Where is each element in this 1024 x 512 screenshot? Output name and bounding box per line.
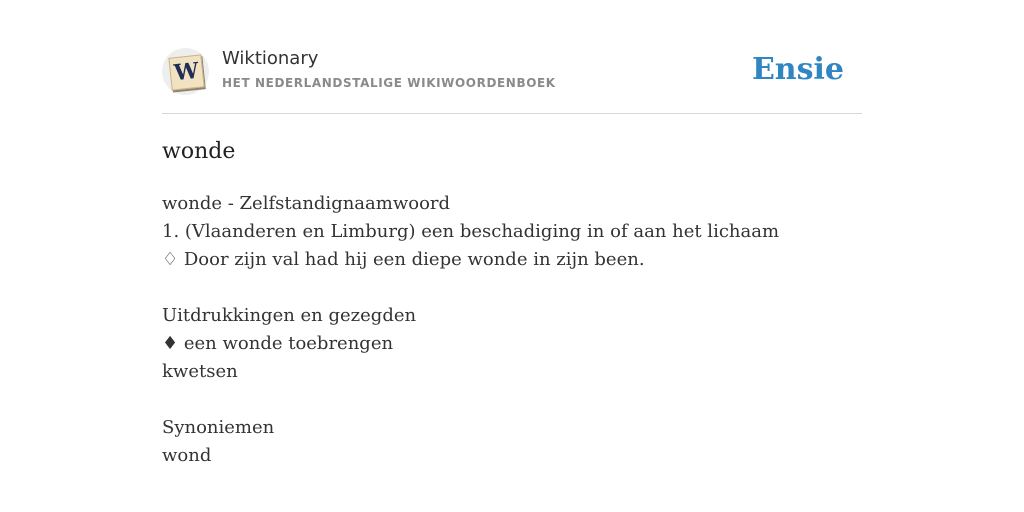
definition-line: wonde - Zelfstandignaamwoord xyxy=(162,193,451,214)
definition-line: wond xyxy=(162,445,212,466)
definition-line: ♦ een wonde toebrengen xyxy=(162,333,394,354)
definition-line xyxy=(162,274,862,302)
definition-card xyxy=(162,44,862,466)
ensie-logo[interactable]: Ensie xyxy=(751,52,844,87)
definition-line: Uitdrukkingen en gezegden xyxy=(162,305,417,326)
site-subtitle: HET NEDERLANDSTALIGE WIKIWOORDENBOEK xyxy=(222,76,556,90)
wiktionary-logo xyxy=(162,48,209,95)
definition-line: 1. (Vlaanderen en Limburg) een beschadiging in of aan het lichaam xyxy=(162,221,780,242)
word-title: wonde xyxy=(162,139,236,164)
definition-line: Synoniemen xyxy=(162,417,275,438)
definition-body xyxy=(162,190,862,470)
wiktionary-tile-icon: W xyxy=(168,54,204,90)
definition-line xyxy=(162,386,862,414)
definition-line: kwetsen xyxy=(162,361,238,382)
site-name: Wiktionary xyxy=(222,48,319,69)
definition-line: ♢ Door zijn val had hij een diepe wonde in zijn been. xyxy=(162,249,645,270)
source-header xyxy=(162,44,862,114)
